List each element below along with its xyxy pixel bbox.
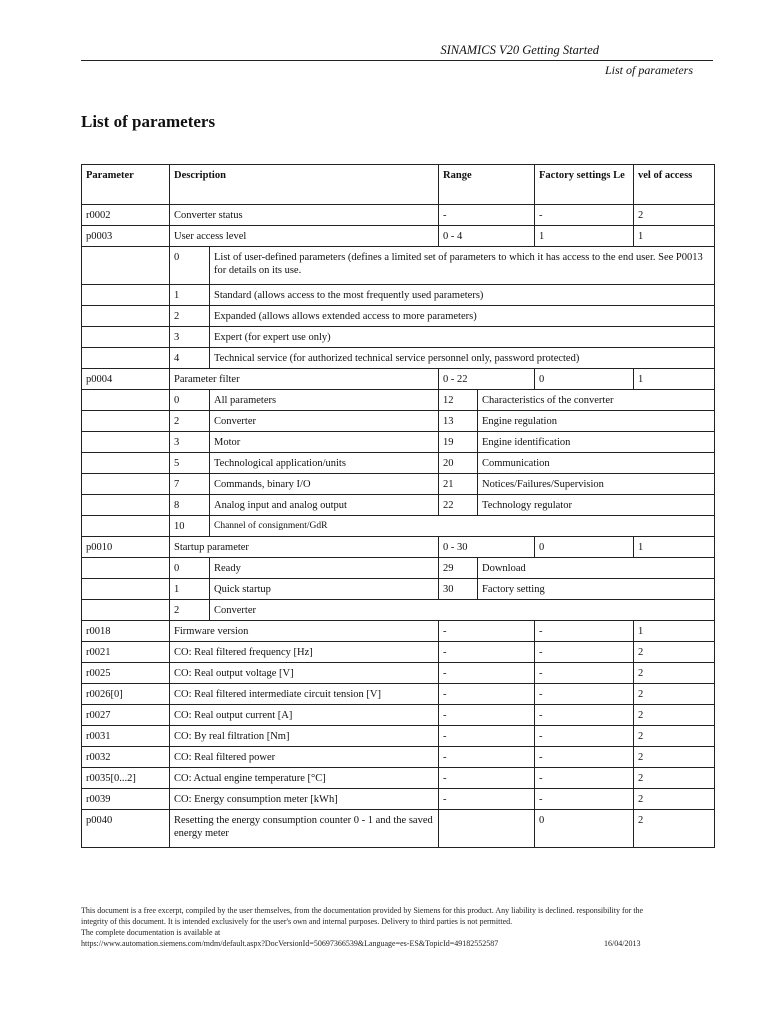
parameter-id: r0018 [82,621,170,642]
option-code: 2 [170,306,210,327]
parameter-description: CO: Real output current [A] [170,705,439,726]
option-code: 0 [170,390,210,411]
parameter-range: 0 - 4 [439,226,535,247]
option-code: 3 [170,432,210,453]
footer-url-line [81,938,651,949]
option-code: 1 [170,285,210,306]
parameter-access-level: 2 [634,684,715,705]
parameter-description: Converter status [170,205,439,226]
option-code: 3 [170,327,210,348]
parameter-description: Parameter filter [170,369,439,390]
option-code: 20 [439,453,478,474]
parameter-factory-setting: 0 [535,537,634,558]
option-row [82,516,715,537]
parameter-factory-setting: - [535,205,634,226]
option-spacer [82,390,170,411]
parameter-row [82,747,715,768]
option-text: Engine identification [478,432,715,453]
option-code: 5 [170,453,210,474]
option-row [82,285,715,306]
parameter-row [82,642,715,663]
parameter-access-level: 2 [634,747,715,768]
parameter-id: r0002 [82,205,170,226]
document-title: SINAMICS V20 Getting Started [440,43,599,57]
option-code: 13 [439,411,478,432]
option-spacer [82,327,170,348]
option-row [82,600,715,621]
parameter-factory-setting: - [535,768,634,789]
option-text: Ready [210,558,439,579]
parameter-factory-setting: - [535,747,634,768]
option-pair-row [82,495,715,516]
option-text: All parameters [210,390,439,411]
option-spacer [82,247,170,285]
option-text: Standard (allows access to the most frequently used parameters) [210,285,715,306]
option-code: 19 [439,432,478,453]
option-row [82,348,715,369]
parameter-range: - [439,789,535,810]
parameter-description: CO: Energy consumption meter [kWh] [170,789,439,810]
column-header-description: Description [170,165,439,205]
parameter-range: - [439,705,535,726]
option-text: Converter [210,411,439,432]
footer-availability-note: The complete documentation is available at [81,928,221,937]
option-text: Expert (for expert use only) [210,327,715,348]
parameter-row [82,205,715,226]
option-spacer [82,453,170,474]
parameter-access-level: 1 [634,369,715,390]
option-spacer [82,495,170,516]
parameter-table [81,164,715,848]
page-title: List of parameters [81,112,216,131]
footer [81,905,651,949]
parameter-row [82,705,715,726]
parameter-row [82,768,715,789]
option-spacer [82,558,170,579]
parameter-access-level: 2 [634,726,715,747]
option-spacer [82,579,170,600]
parameter-range: 0 - 30 [439,537,535,558]
parameter-description: CO: Real output voltage [V] [170,663,439,684]
option-code: 1 [170,579,210,600]
option-spacer [82,432,170,453]
parameter-range: - [439,726,535,747]
parameter-row [82,684,715,705]
parameter-row [82,226,715,247]
option-row [82,306,715,327]
parameter-range: - [439,642,535,663]
parameter-access-level: 2 [634,705,715,726]
parameter-access-level: 2 [634,205,715,226]
column-header-parameter: Parameter [82,165,170,205]
table-header-row [82,165,715,205]
parameter-range: - [439,205,535,226]
parameter-access-level: 2 [634,642,715,663]
option-code: 22 [439,495,478,516]
option-text: Converter [210,600,715,621]
parameter-id: p0004 [82,369,170,390]
option-pair-row [82,579,715,600]
option-code: 30 [439,579,478,600]
option-text: Commands, binary I/O [210,474,439,495]
option-code: 21 [439,474,478,495]
parameter-range [439,810,535,848]
option-pair-row [82,432,715,453]
parameter-description: Startup parameter [170,537,439,558]
parameter-range: - [439,747,535,768]
option-text: Engine regulation [478,411,715,432]
option-text: Communication [478,453,715,474]
option-code: 12 [439,390,478,411]
parameter-access-level: 1 [634,537,715,558]
option-spacer [82,516,170,537]
parameter-description: CO: Real filtered power [170,747,439,768]
option-text: Technical service (for authorized technical service personnel only, password protected) [210,348,715,369]
option-pair-row [82,411,715,432]
parameter-id: p0010 [82,537,170,558]
parameter-factory-setting: - [535,789,634,810]
option-text: Expanded (allows allows extended access to more parameters) [210,306,715,327]
option-code: 29 [439,558,478,579]
footer-url: https://www.automation.siemens.com/mdm/default.aspx?DocVersionId=50697366539&Language=es-ES&TopicId=49182552587 [81,939,499,948]
option-text: Characteristics of the converter [478,390,715,411]
parameter-factory-setting: - [535,621,634,642]
parameter-description: Firmware version [170,621,439,642]
parameter-access-level: 1 [634,621,715,642]
option-pair-row [82,474,715,495]
option-text: Quick startup [210,579,439,600]
option-code: 0 [170,247,210,285]
option-pair-row [82,453,715,474]
option-text: Technological application/units [210,453,439,474]
option-text: Download [478,558,715,579]
parameter-row [82,726,715,747]
option-text: Factory setting [478,579,715,600]
option-spacer [82,411,170,432]
parameter-id: r0026[0] [82,684,170,705]
parameter-factory-setting: - [535,684,634,705]
option-text: Motor [210,432,439,453]
parameter-row [82,369,715,390]
option-spacer [82,285,170,306]
parameter-id: r0027 [82,705,170,726]
option-code: 2 [170,600,210,621]
parameter-description: CO: Real filtered intermediate circuit tension [V] [170,684,439,705]
option-text: Notices/Failures/Supervision [478,474,715,495]
option-text: Technology regulator [478,495,715,516]
footer-disclaimer: This document is a free excerpt, compiled by the user themselves, from the documentation provided by Siemens for this product. Any liability is declined. responsibility for the integrity of this document. It is intended exclusively for the user's own and internal purposes. Delivery to third parties is not permitted. [81,906,644,926]
parameter-access-level: 2 [634,663,715,684]
parameter-id: p0003 [82,226,170,247]
parameter-id: r0035[0...2] [82,768,170,789]
parameter-description: CO: Real filtered frequency [Hz] [170,642,439,663]
parameter-factory-setting: - [535,705,634,726]
parameter-description: User access level [170,226,439,247]
parameter-row [82,537,715,558]
parameter-access-level: 2 [634,768,715,789]
option-spacer [82,306,170,327]
parameter-factory-setting: 1 [535,226,634,247]
column-header-range: Range [439,165,535,205]
parameter-id: r0032 [82,747,170,768]
parameter-id: p0040 [82,810,170,848]
header-divider [81,60,713,61]
option-text: List of user-defined parameters (defines a limited set of parameters to which it has access to the end user. See P0013 for details on its use. [210,247,715,285]
parameter-range: - [439,663,535,684]
option-row [82,327,715,348]
option-row [82,247,715,285]
column-header-factory-settings: Factory settings Le [535,165,634,205]
parameter-factory-setting: - [535,663,634,684]
option-text: Analog input and analog output [210,495,439,516]
parameter-row [82,663,715,684]
parameter-row [82,810,715,848]
table-body [82,205,715,848]
option-pair-row [82,390,715,411]
parameter-range: - [439,684,535,705]
parameter-range: 0 - 22 [439,369,535,390]
parameter-row [82,621,715,642]
option-spacer [82,600,170,621]
option-code: 4 [170,348,210,369]
parameter-factory-setting: 0 [535,810,634,848]
parameter-factory-setting: - [535,642,634,663]
option-code: 0 [170,558,210,579]
parameter-id: r0025 [82,663,170,684]
parameter-id: r0031 [82,726,170,747]
parameter-id: r0039 [82,789,170,810]
option-spacer [82,348,170,369]
parameter-row [82,789,715,810]
option-code: 8 [170,495,210,516]
parameter-factory-setting: 0 [535,369,634,390]
column-header-level-of-access: vel of access [634,165,715,205]
option-spacer [82,474,170,495]
footer-date: 16/04/2013 [604,939,641,948]
option-code: 7 [170,474,210,495]
parameter-factory-setting: - [535,726,634,747]
section-title: List of parameters [604,63,693,77]
parameter-range: - [439,621,535,642]
option-code: 2 [170,411,210,432]
option-code: 10 [170,516,210,537]
parameter-description: CO: Actual engine temperature [°C] [170,768,439,789]
option-pair-row [82,558,715,579]
parameter-description: Resetting the energy consumption counter 0 - 1 and the saved energy meter [170,810,439,848]
option-text: Channel of consignment/GdR [210,516,715,537]
parameter-id: r0021 [82,642,170,663]
parameter-access-level: 2 [634,810,715,848]
parameter-access-level: 2 [634,789,715,810]
parameter-range: - [439,768,535,789]
parameter-access-level: 1 [634,226,715,247]
parameter-description: CO: By real filtration [Nm] [170,726,439,747]
